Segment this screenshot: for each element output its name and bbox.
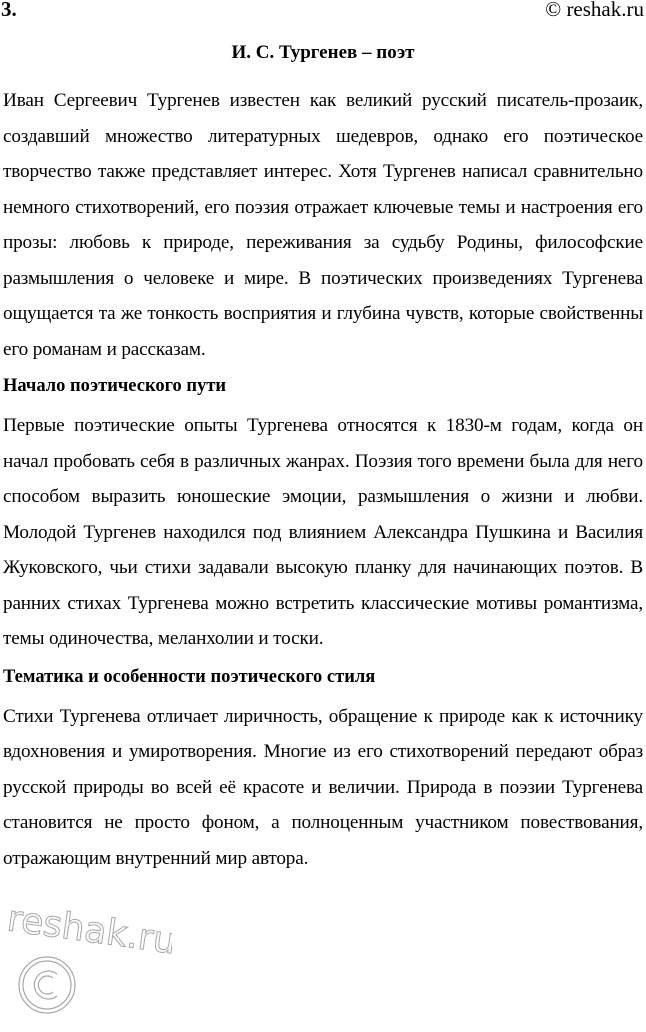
document-body [3,83,643,876]
section-heading-beginning: Начало поэтического пути [3,376,227,396]
intro-paragraph: Иван Сергеевич Тургенев известен как великий русский писатель-прозаик, создавший множество литературных шедевров, однако его поэтическое творчество также представляет интерес. Хотя Тургенев написал сравнительно немного стихотворений, его поэзия отражает ключевые темы и настроения его прозы: любовь к природе, переживания за судьбу Родины, философские размышления о человеке и мире. В поэтических произведениях Тургенева ощущается та же тонкость восприятия и глубина чувств, которые свойственны его романам и рассказам. [3,90,643,360]
copyright-notice: © reshak.ru [545,0,644,21]
section-paragraph-style: Стихи Тургенева отличает лиричность, обращение к природе как к источнику вдохновения и умиротворения. Многие из его стихотворений передают образ русской природы во всей её красоте и величии. Природа в поэзии Тургенева становится не просто фоном, а полноценным участником повествования, отражающим внутренний мир автора. [3,705,643,869]
section-paragraph-beginning: Первые поэтические опыты Тургенева относятся к 1830-м годам, когда он начал пробовать себя в различных жанрах. Поэзия того времени была для него способом выразить юношеские эмоции, размышления о жизни и любви. Молодой Тургенев находился под влиянием Александра Пушкина и Василия Жуковского, чьи стихи задавали высокую планку для начинающих поэтов. В ранних стихах Тургенева можно встретить классические мотивы романтизма, темы одиночества, меланхолии и тоски. [3,415,643,649]
reshak-watermark-icon [2,900,172,1027]
watermark [2,900,172,1027]
task-number: 3. [1,0,17,21]
svg-text:reshak.ru: reshak.ru [4,900,172,963]
page-header [0,0,646,30]
section-heading-style: Тематика и особенности поэтического стиля [3,666,376,687]
document-title: И. С. Тургенев – поэт [231,42,415,63]
